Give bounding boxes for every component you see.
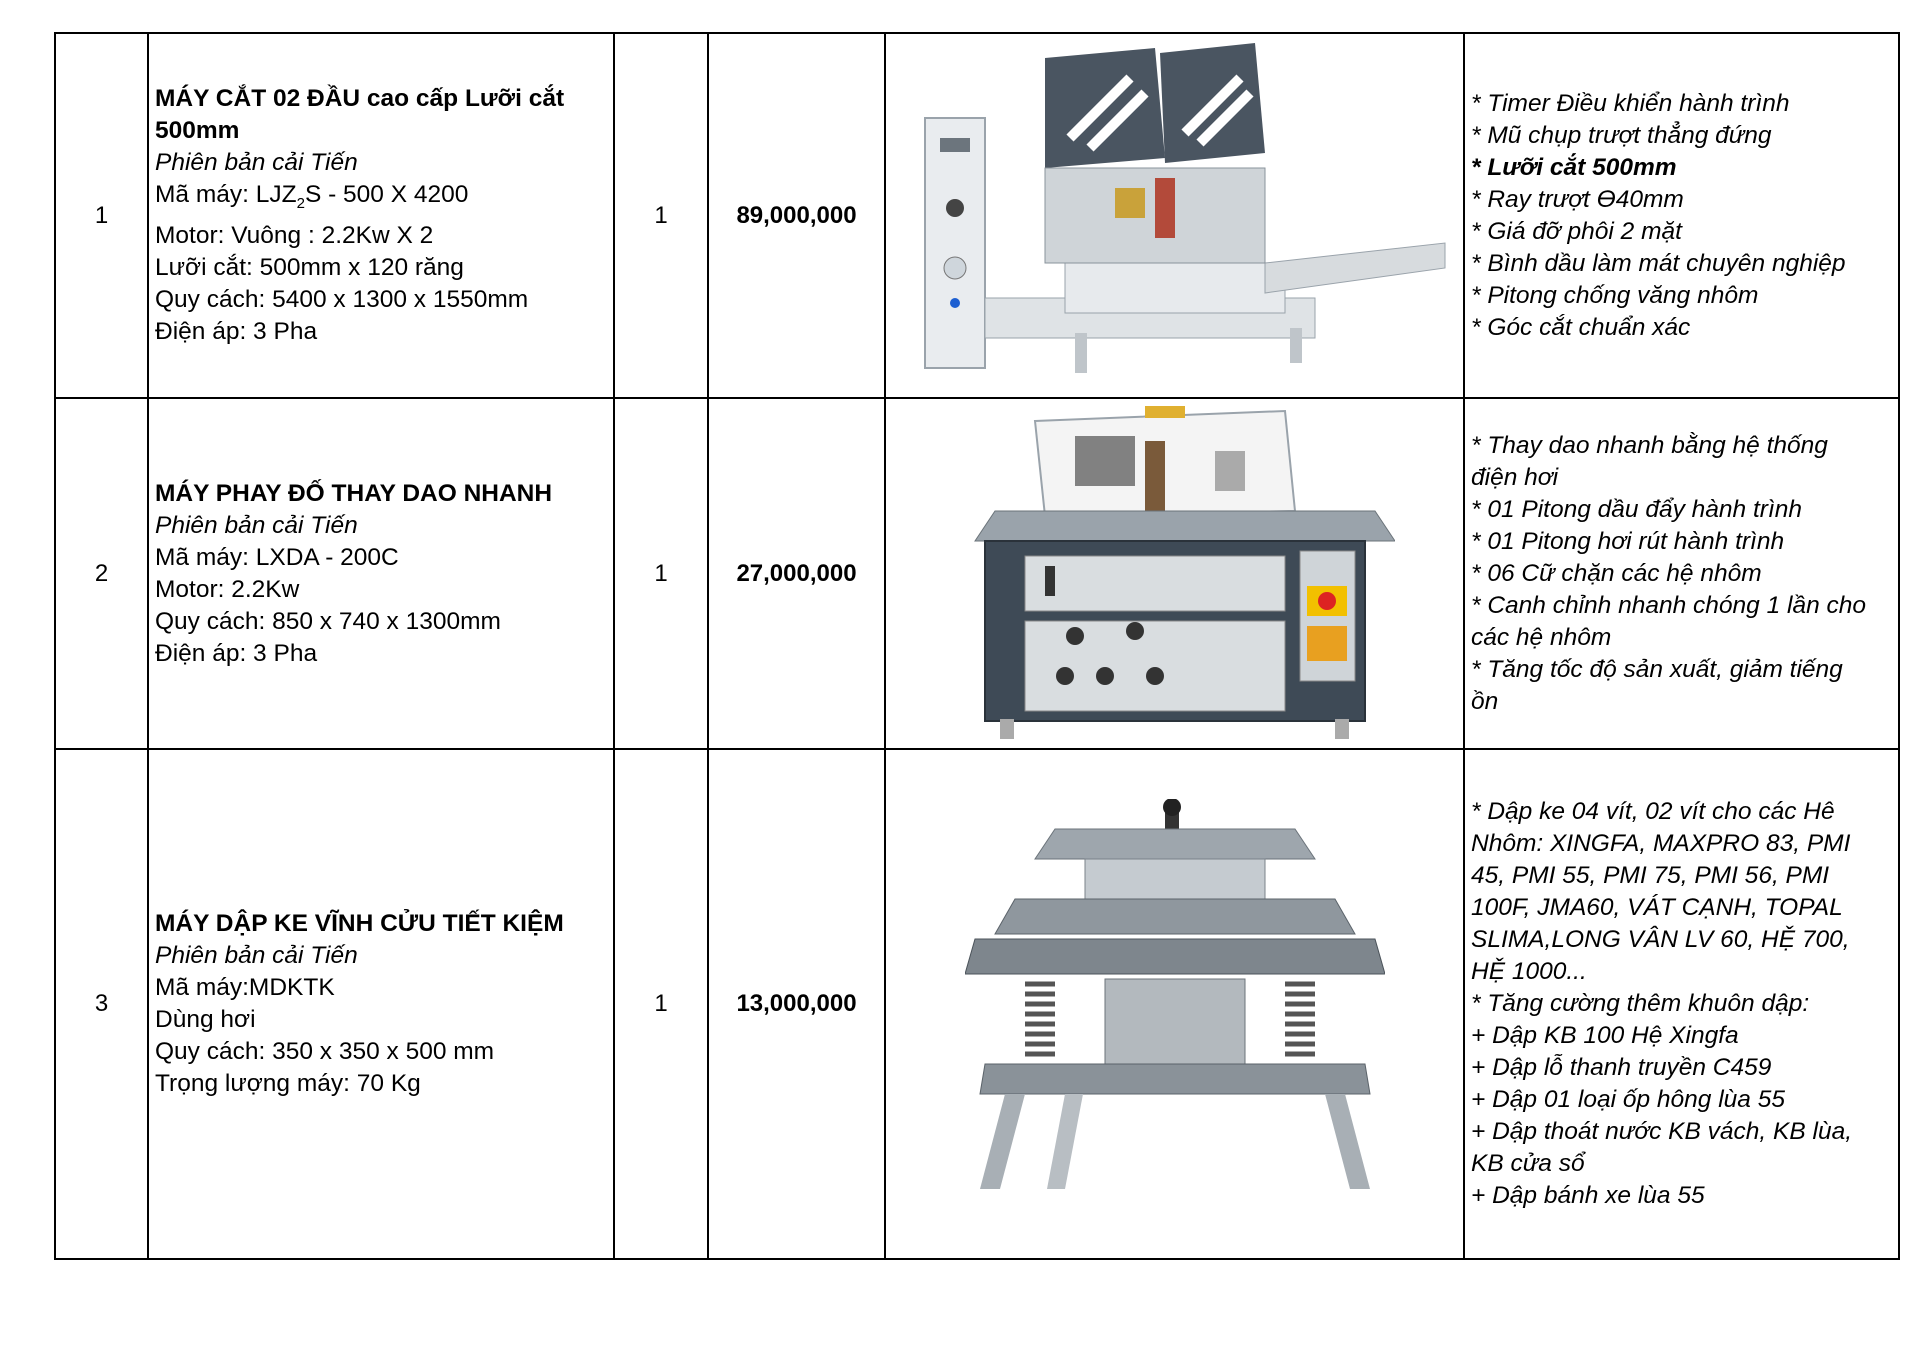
feature-item: * Timer Điều khiển hành trình — [1471, 89, 1790, 117]
feature-item: * 01 Pitong dầu đẩy hành trình — [1471, 495, 1803, 523]
double-head-saw-image — [885, 33, 1464, 398]
feature-item: * Lưỡi cắt 500mm — [1471, 153, 1677, 181]
spec-line: Lưỡi cắt: 500mm x 120 răng — [155, 253, 464, 281]
milling-machine-image — [885, 398, 1464, 749]
spec-line: Motor: 2.2Kw — [155, 575, 300, 603]
product-model: Mã máy: $LJZ_2S - 500$ X 4200 — [155, 181, 469, 212]
table-row — [55, 398, 1899, 749]
feature-item: + Dập 01 loại ốp hông lùa 55 — [1471, 1086, 1785, 1113]
feature-item: * Canh chỉnh nhanh chóng 1 lần cho — [1471, 591, 1867, 619]
spec-line: Mã máy: LXDA - 200C — [155, 543, 399, 571]
quantity: 1 — [614, 33, 708, 398]
feature-item: * Bình dầu làm mát chuyên nghiệp — [1471, 249, 1846, 277]
feature-item: * Tăng tốc độ sản xuất, giảm tiếng — [1471, 655, 1843, 683]
feature-item: + Dập KB 100 Hệ Xingfa — [1471, 1022, 1739, 1049]
table-row — [55, 749, 1899, 1259]
feature-item: * 01 Pitong hơi rút hành trình — [1471, 527, 1785, 555]
product-name: MÁY PHAY ĐỐ THAY DAO NHANH — [155, 479, 553, 507]
product-version: Phiên bản cải Tiến — [155, 149, 358, 177]
product-version: Phiên bản cải Tiến — [155, 511, 358, 539]
price: 89,000,000 — [708, 33, 885, 398]
feature-item: * Góc cắt chuẩn xác — [1471, 313, 1691, 341]
feature-item: HỆ 1000... — [1471, 958, 1587, 985]
feature-item: Nhôm: XINGFA, MAXPRO 83, PMI — [1471, 830, 1851, 857]
spec-line: Trọng lượng máy: 70 Kg — [155, 1070, 421, 1097]
feature-item: 100F, JMA60, VÁT CẠNH, TOPAL — [1471, 894, 1843, 921]
price: 27,000,000 — [708, 398, 885, 749]
feature-list — [1464, 33, 1899, 398]
feature-item: + Dập thoát nước KB vách, KB lùa, — [1471, 1118, 1853, 1145]
feature-item: KB cửa sổ — [1471, 1150, 1585, 1177]
spec-line: Quy cách: 5400 x 1300 x 1550mm — [155, 285, 529, 313]
table-row — [55, 33, 1899, 398]
feature-item: + Dập lỗ thanh truyền C459 — [1471, 1054, 1772, 1081]
feature-item: điện hơi — [1471, 463, 1559, 491]
feature-item: * Ray trượt Ө40mm — [1471, 185, 1684, 213]
feature-item: * 06 Cữ chặn các hệ nhôm — [1471, 559, 1762, 587]
spec-line: Quy cách: 850 x 740 x 1300mm — [155, 607, 501, 635]
spec-line: Motor: Vuông : 2.2Kw X 2 — [155, 221, 434, 249]
feature-item: * Giá đỡ phôi 2 mặt — [1471, 217, 1682, 245]
feature-item: * Tăng cường thêm khuôn dập: — [1471, 990, 1810, 1017]
feature-item: + Dập bánh xe lùa 55 — [1471, 1182, 1705, 1209]
quantity: 1 — [614, 398, 708, 749]
row-number: 3 — [55, 749, 148, 1259]
row-number: 2 — [55, 398, 148, 749]
quotation-table — [54, 32, 1900, 1260]
feature-item: ồn — [1471, 687, 1499, 715]
feature-item: * Pitong chống văng nhôm — [1471, 281, 1759, 309]
feature-list — [1464, 398, 1899, 749]
product-description — [148, 749, 614, 1259]
feature-item: 45, PMI 55, PMI 75, PMI 56, PMI — [1471, 862, 1830, 889]
product-name: MÁY CẮT 02 ĐẦU cao cấp Lưỡi cắt 500mm — [155, 85, 565, 145]
product-description — [148, 398, 614, 749]
price: 13,000,000 — [708, 749, 885, 1259]
feature-item: các hệ nhôm — [1471, 623, 1612, 651]
spec-line: Mã máy:MDKTK — [155, 974, 335, 1001]
row-number: 1 — [55, 33, 148, 398]
spec-line: Điện áp: 3 Pha — [155, 639, 318, 667]
product-name: MÁY DẬP KE VĨNH CỬU TIẾT KIỆM — [155, 910, 564, 937]
feature-item: * Dập ke 04 vít, 02 vít cho các Hê — [1471, 798, 1835, 825]
spec-line: Điện áp: 3 Pha — [155, 317, 318, 345]
feature-list — [1464, 749, 1899, 1259]
feature-item: * Thay dao nhanh bằng hệ thống — [1471, 431, 1828, 459]
spec-line: Quy cách: 350 x 350 x 500 mm — [155, 1038, 495, 1065]
quantity: 1 — [614, 749, 708, 1259]
product-version: Phiên bản cải Tiến — [155, 942, 358, 969]
product-description — [148, 33, 614, 398]
feature-item: * Mũ chụp trượt thẳng đứng — [1471, 121, 1772, 149]
corner-crimping-press-image — [885, 749, 1464, 1259]
feature-item: SLIMA,LONG VÂN LV 60, HỆ 700, — [1471, 926, 1850, 953]
spec-line: Dùng hơi — [155, 1006, 256, 1033]
